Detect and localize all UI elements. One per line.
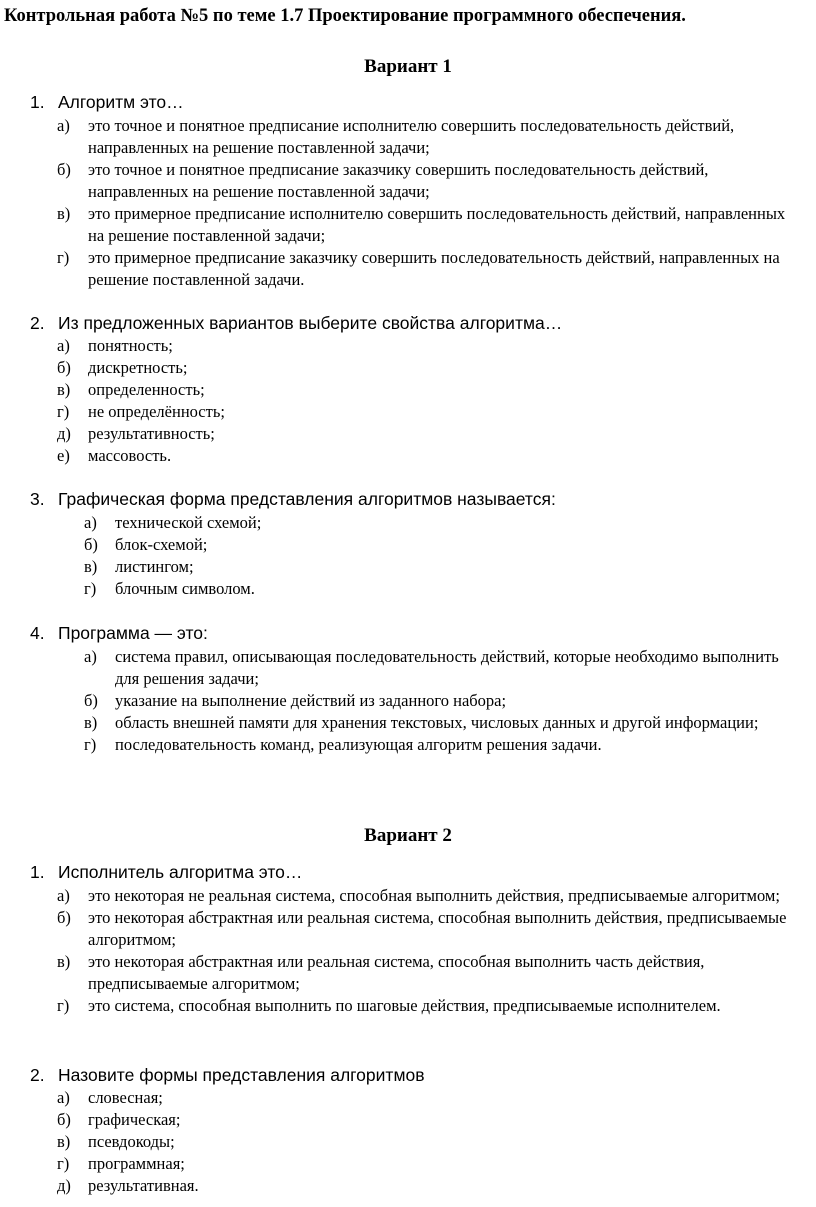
option-a: [57, 1087, 757, 1109]
option-text: система правил, описывающая последовательность действий, которые необходимо выполнить для решения задачи;: [115, 647, 779, 688]
option-d: [57, 1175, 757, 1197]
option-v: [57, 1131, 757, 1153]
option-text: не определённость;: [88, 402, 225, 421]
option-marker: а): [84, 647, 97, 666]
option-text: блочным символом.: [115, 579, 255, 598]
option-marker: б): [57, 908, 71, 927]
question-text: Из предложенных вариантов выберите свойства алгоритма…: [58, 313, 563, 333]
option-g: [57, 995, 809, 1017]
question-number: 1.: [30, 92, 45, 112]
option-text: словесная;: [88, 1088, 163, 1107]
option-text: дискретность;: [88, 358, 188, 377]
option-marker: а): [84, 513, 97, 532]
option-text: псевдокоды;: [88, 1132, 175, 1151]
v2-q2-options: [57, 1087, 757, 1197]
question-text: Графическая форма представления алгоритмов называется:: [58, 489, 556, 509]
option-a: [57, 115, 787, 159]
option-text: область внешней памяти для хранения текстовых, числовых данных и другой информации;: [115, 713, 759, 732]
option-text: листингом;: [115, 557, 194, 576]
option-marker: г): [57, 1154, 70, 1173]
question-text: Исполнитель алгоритма это…: [58, 862, 303, 882]
option-marker: б): [57, 358, 71, 377]
option-a: [84, 646, 784, 690]
v2-question-2: [30, 1065, 425, 1086]
option-b: [57, 159, 787, 203]
option-g: [57, 401, 757, 423]
option-b: [84, 534, 764, 556]
option-marker: в): [84, 557, 98, 576]
option-d: [57, 423, 757, 445]
option-text: графическая;: [88, 1110, 181, 1129]
question-number: 1.: [30, 862, 45, 882]
option-b: [57, 1109, 757, 1131]
option-marker: д): [57, 424, 71, 443]
document-title: Контрольная работа №5 по теме 1.7 Проектирование программного обеспечения.: [4, 6, 686, 26]
v1-q2-options: [57, 335, 757, 467]
option-g: [84, 578, 764, 600]
v1-question-1: [30, 92, 184, 113]
v1-q1-options: [57, 115, 787, 291]
option-marker: а): [57, 1088, 70, 1107]
option-text: это точное и понятное предписание исполнителю совершить последовательность действий, направленных на решение поставленной задачи;: [88, 116, 735, 157]
option-marker: г): [84, 579, 97, 598]
option-v: [84, 712, 784, 734]
option-v: [57, 951, 809, 995]
option-text: это система, способная выполнить по шаговые действия, предписываемые исполнителем.: [88, 996, 721, 1015]
option-marker: в): [57, 1132, 71, 1151]
option-b: [57, 907, 809, 951]
option-marker: в): [57, 952, 71, 971]
option-marker: г): [84, 735, 97, 754]
option-text: указание на выполнение действий из заданного набора;: [115, 691, 507, 710]
option-g: [57, 1153, 757, 1175]
option-b: [57, 357, 757, 379]
option-marker: б): [84, 691, 98, 710]
question-number: 3.: [30, 489, 45, 509]
option-text: результативность;: [88, 424, 215, 443]
option-marker: а): [57, 336, 70, 355]
option-text: определенность;: [88, 380, 205, 399]
option-g: [57, 247, 787, 291]
option-e: [57, 445, 757, 467]
question-number: 2.: [30, 1065, 45, 1085]
option-marker: д): [57, 1176, 71, 1195]
option-text: программная;: [88, 1154, 185, 1173]
option-marker: г): [57, 248, 70, 267]
option-v: [57, 203, 787, 247]
v2-question-1: [30, 862, 302, 883]
v1-question-2: [30, 313, 562, 334]
option-marker: г): [57, 996, 70, 1015]
option-marker: б): [57, 160, 71, 179]
option-g: [84, 734, 784, 756]
option-text: технической схемой;: [115, 513, 262, 532]
option-marker: г): [57, 402, 70, 421]
option-marker: е): [57, 446, 70, 465]
option-text: массовость.: [88, 446, 172, 465]
v1-question-4: [30, 623, 208, 644]
variant-1-heading: Вариант 1: [364, 56, 452, 77]
option-marker: а): [57, 886, 70, 905]
option-text: результативная.: [88, 1176, 199, 1195]
option-text: это некоторая абстрактная или реальная система, способная выполнить действия, предписываемые алгоритмом;: [88, 908, 787, 949]
v1-q4-options: [84, 646, 784, 756]
option-text: это точное и понятное предписание заказчику совершить последовательность действий, направленных на решение поставленной задачи;: [88, 160, 709, 201]
option-text: это примерное предписание исполнителю совершить последовательность действий, направленных на решение поставленной задачи;: [88, 204, 786, 245]
question-number: 2.: [30, 313, 45, 333]
v2-q1-options: [57, 885, 809, 1017]
option-b: [84, 690, 784, 712]
option-a: [84, 512, 764, 534]
option-text: это некоторая не реальная система, способная выполнить действия, предписываемые алгоритмом;: [88, 886, 780, 905]
option-marker: в): [84, 713, 98, 732]
option-v: [57, 379, 757, 401]
question-text: Программа — это:: [58, 623, 208, 643]
option-marker: б): [84, 535, 98, 554]
option-text: последовательность команд, реализующая алгоритм решения задачи.: [115, 735, 602, 754]
v1-question-3: [30, 489, 556, 510]
option-a: [57, 885, 809, 907]
option-marker: в): [57, 204, 71, 223]
option-marker: б): [57, 1110, 71, 1129]
option-marker: в): [57, 380, 71, 399]
option-marker: а): [57, 116, 70, 135]
question-text: Алгоритм это…: [58, 92, 184, 112]
v1-q3-options: [84, 512, 764, 600]
option-v: [84, 556, 764, 578]
option-a: [57, 335, 757, 357]
question-number: 4.: [30, 623, 45, 643]
option-text: это примерное предписание заказчику совершить последовательность действий, направленных на решение поставленной задачи.: [88, 248, 780, 289]
option-text: это некоторая абстрактная или реальная система, способная выполнить часть действия, предписываемые алгоритмом;: [88, 952, 705, 993]
option-text: понятность;: [88, 336, 173, 355]
variant-2-heading: Вариант 2: [364, 825, 452, 846]
question-text: Назовите формы представления алгоритмов: [58, 1065, 425, 1085]
option-text: блок-схемой;: [115, 535, 208, 554]
